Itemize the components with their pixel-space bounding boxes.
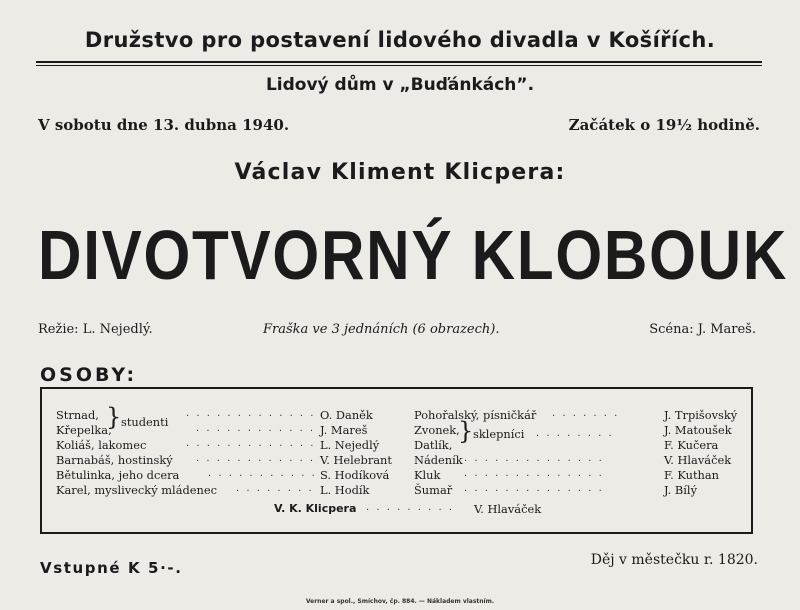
- cast-actor: S. Hodíková: [320, 468, 390, 482]
- dot-leader: . . . . . . . . . . . . . .: [464, 483, 604, 494]
- cast-role: Křepelka,: [56, 423, 112, 437]
- cast-actor: V. Helebrant: [320, 453, 392, 467]
- venue-line: Lidový dům v „Buďánkách”.: [265, 75, 535, 95]
- cast-actor: F. Kučera: [664, 438, 719, 452]
- cast-role: Pohořalský, písničkář: [414, 408, 537, 422]
- cast-actor: O. Daněk: [320, 408, 373, 422]
- start-time: Začátek o 19½ hodině.: [568, 116, 760, 134]
- cast-role: V. K. Klicpera: [274, 502, 357, 515]
- performance-date: V sobotu dne 13. dubna 1940.: [38, 116, 290, 134]
- dot-leader: . . . . . . . . . . . . .: [186, 438, 316, 449]
- brace-cellarmen: }: [458, 417, 474, 445]
- dot-leader: . . . . . . .: [552, 408, 620, 419]
- cast-role: Koliáš, lakomec: [56, 438, 147, 452]
- cast-heading: OSOBY:: [40, 364, 138, 386]
- cast-actor: L. Nejedlý: [320, 438, 380, 452]
- genre-note: Fraška ve 3 jednáních (6 obrazech).: [263, 322, 500, 337]
- cast-actor: J. Trpišovský: [664, 408, 738, 422]
- printer-imprint: Verner a spol., Smíchov, čp. 884. — Nákladem vlastním.: [305, 598, 495, 605]
- organization-heading: Družstvo pro postavení lidového divadla v Košířích.: [84, 28, 716, 52]
- cast-actor: L. Hodík: [320, 483, 370, 497]
- cast-actor: J. Matoušek: [664, 423, 732, 437]
- cast-actor: J. Bílý: [664, 483, 698, 497]
- cast-role: Bětulinka, jeho dcera: [56, 468, 180, 482]
- cast-group-label: sklepníci: [473, 427, 525, 441]
- cast-actor: V. Hlaváček: [474, 502, 542, 516]
- cast-role: Barnabáš, hostinský: [56, 453, 173, 467]
- dot-leader: . . . . . . . . .: [366, 502, 455, 513]
- play-author: Václav Kliment Klicpera:: [234, 160, 566, 185]
- director-credit: Režie: L. Nejedlý.: [38, 322, 153, 337]
- admission-price: Vstupné K 5·-.: [40, 559, 183, 577]
- story-setting: Děj v městečku r. 1820.: [590, 552, 758, 568]
- play-title: DIVOTVORNÝ KLOBOUK: [38, 216, 789, 294]
- dot-leader: . . . . . . . .: [236, 483, 314, 494]
- dot-leader: . . . . . . . . . . .: [208, 468, 317, 479]
- cast-group-label: studenti: [121, 415, 169, 429]
- scene-credit: Scéna: J. Mareš.: [649, 322, 756, 337]
- cast-role: Datlík,: [414, 438, 453, 452]
- cast-actor: F. Kuthan: [664, 468, 720, 482]
- dot-leader: . . . . . . . . . . . . . .: [464, 468, 604, 479]
- double-rule-top: [36, 61, 762, 63]
- cast-actor: V. Hlaváček: [664, 453, 732, 467]
- cast-role: Kluk: [414, 468, 441, 482]
- dot-leader: . . . . . . . . . . . . .: [186, 408, 316, 419]
- cast-role: Karel, myslivecký mládenec: [56, 483, 217, 497]
- cast-role: Strnad,: [56, 408, 99, 422]
- brace-students: }: [106, 403, 122, 431]
- cast-role: Zvonek,: [414, 423, 460, 437]
- dot-leader: . . . . . . . .: [536, 428, 614, 439]
- dot-leader: . . . . . . . . . . . . . .: [464, 453, 604, 464]
- cast-role: Šumař: [414, 483, 453, 497]
- dot-leader: . . . . . . . . . . . .: [196, 453, 316, 464]
- cast-role: Nádeník: [414, 453, 463, 467]
- cast-actor: J. Mareš: [320, 423, 368, 437]
- double-rule-bottom: [36, 65, 762, 66]
- dot-leader: . . . . . . . . . . . .: [196, 423, 316, 434]
